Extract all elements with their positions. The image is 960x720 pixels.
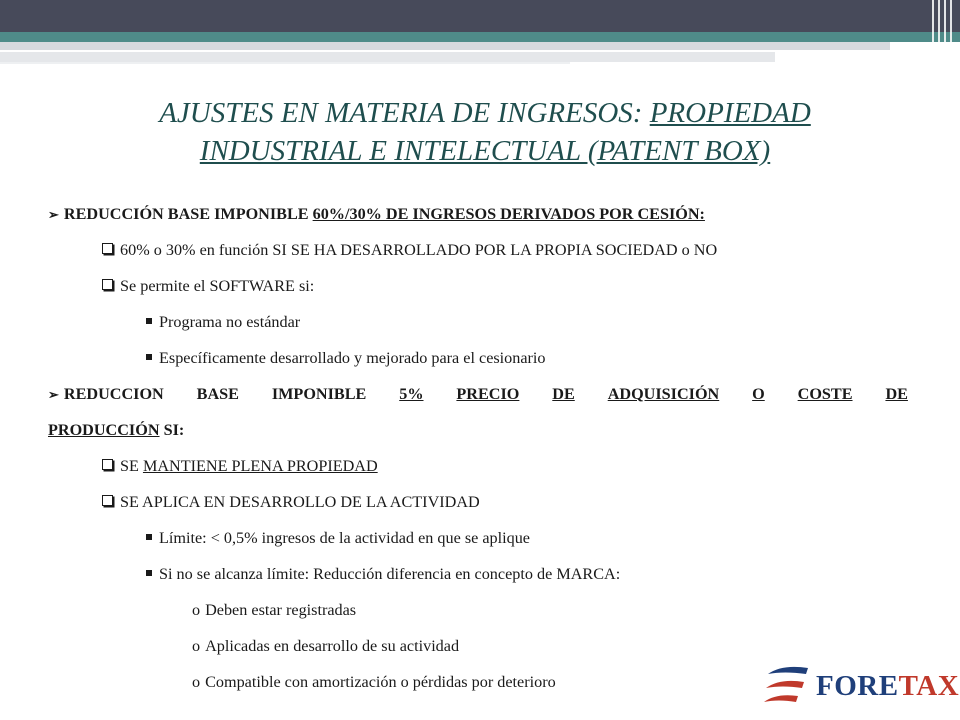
item-word [48, 376, 164, 412]
list-item [48, 232, 908, 268]
circle-bullet-icon: o [192, 637, 201, 655]
item-text: Específicamente desarrollado y mejorado para el cesionario [159, 349, 546, 367]
item-word: BASE [196, 385, 239, 403]
list-item [48, 592, 908, 628]
item-text-underlined: 60%/30% DE INGRESOS DERIVADOS POR CESIÓN: [312, 205, 705, 223]
header-corner-stripes [926, 0, 960, 66]
checkbox-bullet-icon [102, 279, 113, 290]
item-text-underlined: PRODUCCIÓN [48, 421, 160, 439]
item-word-underlined: 5% [399, 385, 424, 403]
item-text: REDUCCIÓN BASE IMPONIBLE [63, 205, 313, 223]
list-item [48, 340, 908, 376]
title-underlined-2: INDUSTRIAL E INTELECTUAL (PATENT BOX) [199, 135, 771, 167]
item-text: 60% o 30% en función SI SE HA DESARROLLADO POR LA PROPIA SOCIEDAD o NO [120, 241, 718, 259]
list-item-continuation [48, 412, 908, 448]
square-bullet-icon [146, 318, 152, 324]
square-bullet-icon [146, 354, 152, 360]
item-word-underlined: COSTE [797, 385, 853, 403]
item-word-underlined: O [752, 385, 765, 403]
checkbox-bullet-icon [102, 459, 113, 470]
circle-bullet-icon: o [192, 601, 201, 619]
item-word-text: REDUCCION [63, 385, 164, 403]
header-band-lightest [0, 62, 570, 64]
item-word-underlined: PRECIO [456, 385, 520, 403]
header-band-lighter [0, 52, 775, 62]
item-text: Si no se alcanza límite: Reducción diferencia en concepto de MARCA: [159, 565, 621, 583]
list-item [48, 556, 908, 592]
item-word-underlined: ADQUISICIÓN [607, 385, 720, 403]
list-item [48, 268, 908, 304]
list-item [48, 484, 908, 520]
page-title [60, 94, 910, 170]
checkbox-bullet-icon [102, 495, 113, 506]
item-text: SE [120, 457, 143, 475]
foretax-logo-mark-icon [762, 662, 812, 708]
arrow-bullet-icon: ➢ [48, 387, 59, 402]
bullet-list [48, 196, 908, 700]
item-text: Límite: < 0,5% ingresos de la actividad en que se aplique [159, 529, 530, 547]
logo-text-fore: FORE [816, 670, 899, 702]
item-text: Se permite el SOFTWARE si: [120, 277, 315, 295]
item-word: IMPONIBLE [271, 385, 367, 403]
header-band-dark [0, 0, 960, 32]
list-item [48, 448, 908, 484]
item-text: Aplicadas en desarrollo de su actividad [205, 637, 460, 655]
list-item [48, 376, 908, 412]
foretax-logo-text [816, 670, 959, 703]
arrow-bullet-icon: ➢ [48, 207, 59, 222]
item-text: Deben estar registradas [205, 601, 357, 619]
item-text: Compatible con amortización o pérdidas por deterioro [205, 673, 556, 691]
circle-bullet-icon: o [192, 673, 201, 691]
list-item [48, 628, 908, 664]
title-underlined-1: PROPIEDAD [649, 97, 811, 129]
list-item [48, 304, 908, 340]
square-bullet-icon [146, 570, 152, 576]
square-bullet-icon [146, 534, 152, 540]
item-text: Programa no estándar [159, 313, 301, 331]
item-text-underlined: MANTIENE PLENA PROPIEDAD [142, 457, 378, 475]
item-word-underlined: DE [552, 385, 575, 403]
header-band-teal [0, 32, 960, 42]
header-band-light [0, 42, 890, 50]
list-item [48, 196, 908, 232]
checkbox-bullet-icon [102, 243, 113, 254]
list-item [48, 520, 908, 556]
item-word-underlined: DE [885, 385, 908, 403]
foretax-logo [762, 662, 960, 708]
item-text: SE APLICA EN DESARROLLO DE LA ACTIVIDAD [120, 493, 480, 511]
item-text: SI: [159, 421, 185, 439]
logo-text-tax: TAX [898, 670, 960, 702]
title-plain: AJUSTES EN MATERIA DE INGRESOS: [159, 97, 650, 129]
